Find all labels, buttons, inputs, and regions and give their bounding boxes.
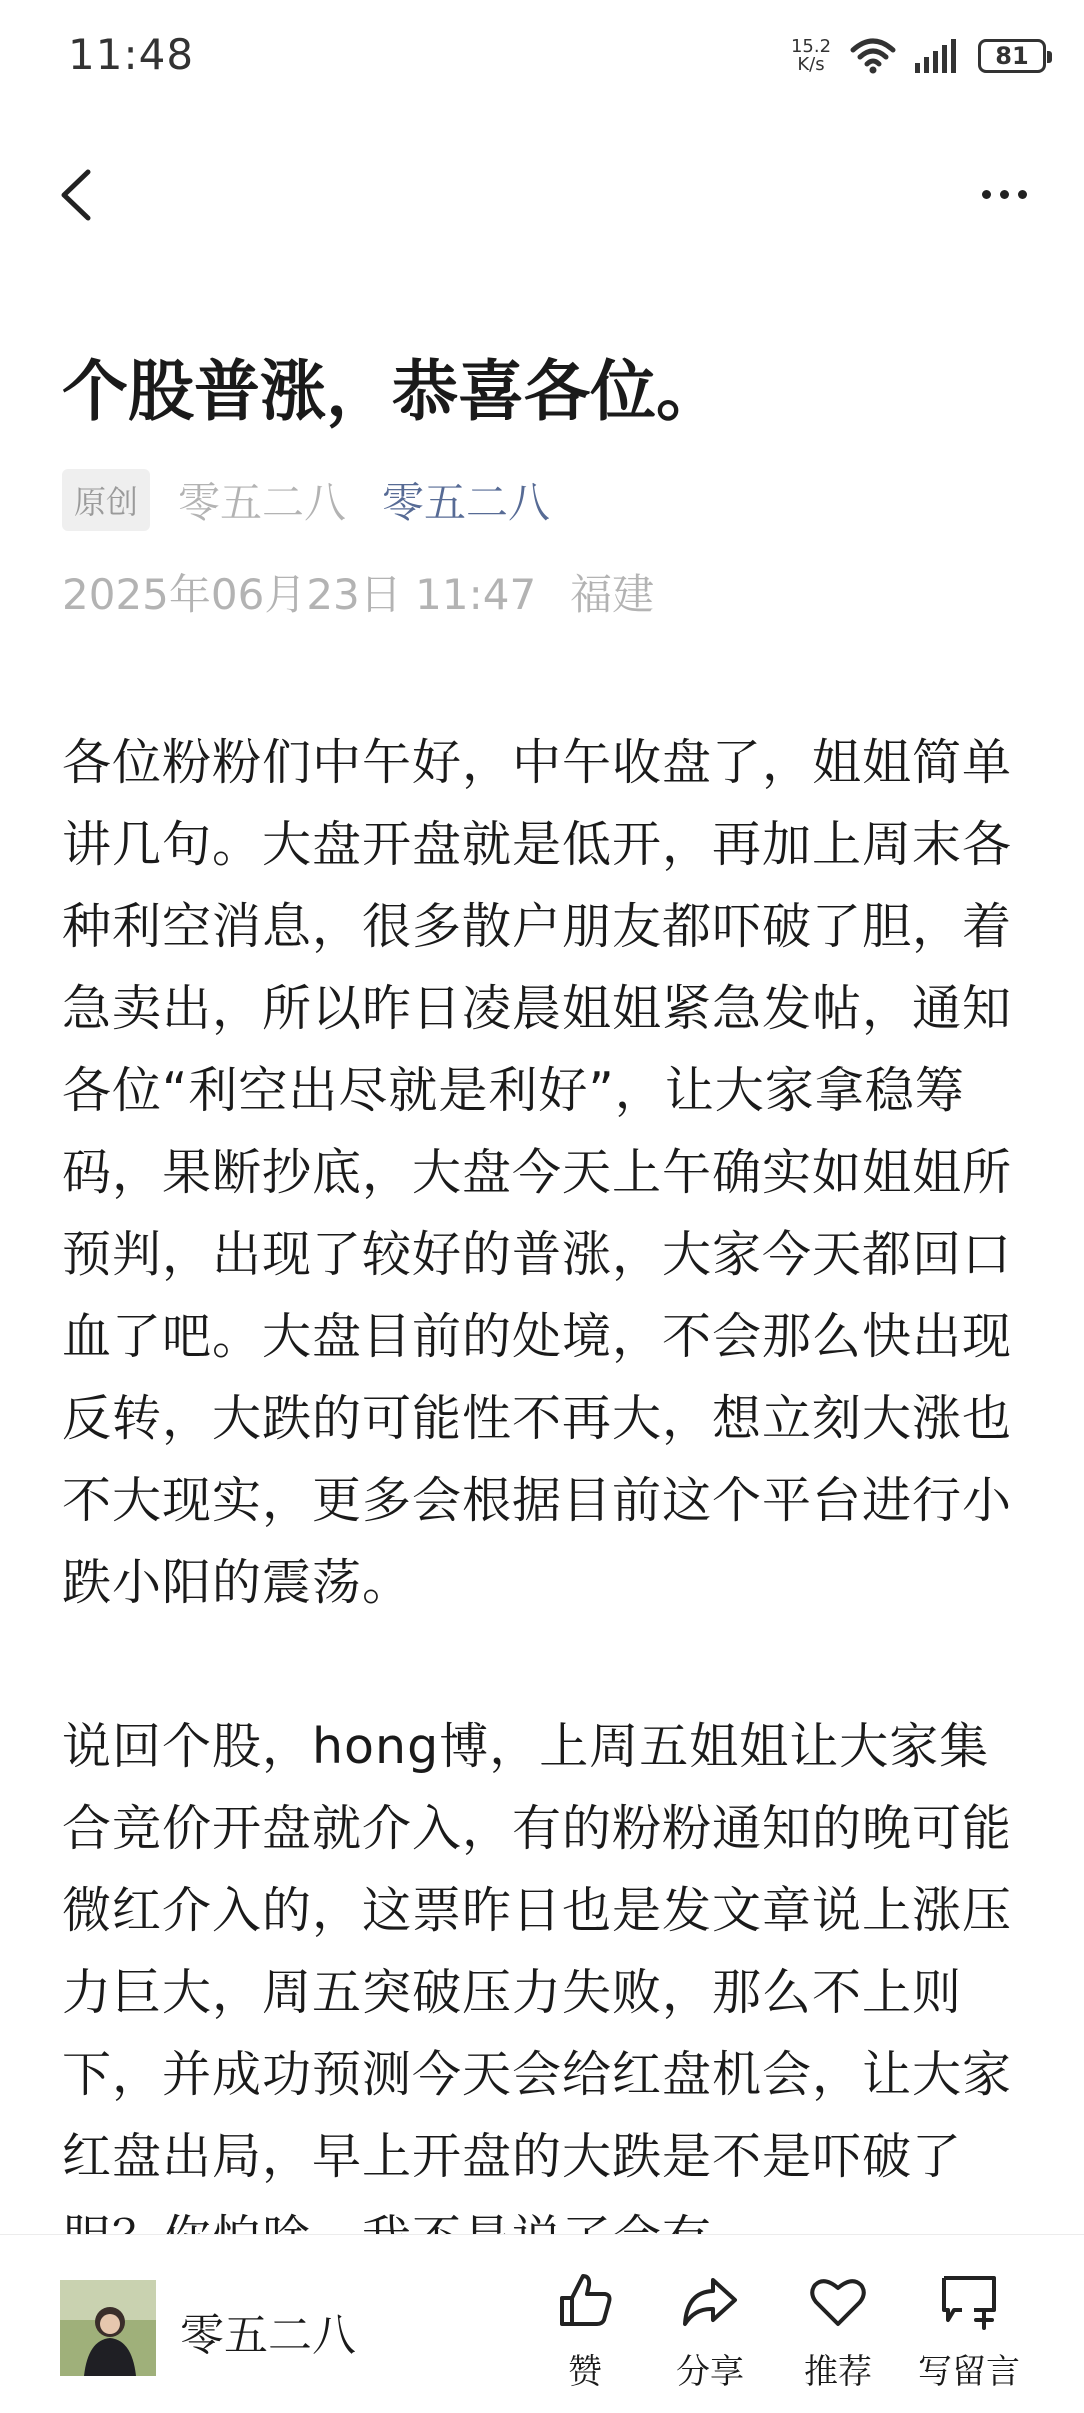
nav-bar — [0, 150, 1084, 240]
comment-icon — [938, 2270, 1000, 2332]
comment-label: 写留言 — [918, 2352, 1020, 2392]
article-meta — [62, 470, 550, 530]
share-icon — [679, 2270, 741, 2332]
original-badge: 原创 — [62, 469, 150, 531]
share-button[interactable] — [676, 2270, 744, 2393]
author-name: 零五二八 — [178, 478, 347, 527]
network-speed — [790, 38, 832, 74]
article-body — [62, 722, 1032, 2234]
more-options-button[interactable] — [964, 164, 1044, 224]
paragraph: 说回个股，hong博，上周五姐姐让大家集合竞价开盘就介入，有的粉粉通知的晚可能微红介入的，这票昨日也是发文章说上涨压力巨大，周五突破压力失败，那么不上则下，并成功预测今天会给红盘机会，让大家红盘出局，早上开盘的大跌是不是吓破了 — [62, 1718, 1013, 2185]
like-button[interactable] — [554, 2270, 616, 2393]
heart-icon — [807, 2270, 869, 2332]
battery-level: 81 — [995, 42, 1029, 70]
network-speed-value: 15.2 — [790, 36, 832, 57]
account-link[interactable]: 零五二八 — [382, 478, 551, 527]
status-icons — [790, 32, 1046, 80]
status-bar — [0, 0, 1084, 110]
publish-date: 2025年06月23日 11:47 — [62, 570, 537, 619]
recommend-label: 推荐 — [804, 2352, 872, 2392]
paragraph: 各位粉粉们中午好，中午收盘了，姐姐简单讲几句。大盘开盘就是低开，再加上周末各种利空消息，很多散户朋友都吓破了胆，着急卖出，所以昨日凌晨姐姐紧急发帖，通知各位“利空出尽就是利好”，让大家拿稳筹码，果断抄底，大盘今天上午确实如姐姐所预判，出现了较好的普涨，大家今天都回口血了吧。大盘目前的处境，不会那么快出现反转，大跌的可能性不再大，想立刻大涨也不大现实，更多会根据目前这个平台进行小跌小阳的震荡。 — [62, 734, 1013, 1611]
back-button[interactable] — [50, 164, 110, 224]
like-label: 赞 — [568, 2352, 602, 2392]
more-dots-icon — [982, 190, 991, 199]
signal-icon — [914, 39, 960, 73]
chevron-left-icon — [50, 164, 110, 224]
write-comment-button[interactable] — [918, 2270, 1020, 2393]
footer-author-name[interactable]: 零五二八 — [180, 2310, 356, 2361]
battery-icon — [978, 39, 1046, 73]
recommend-button[interactable] — [804, 2270, 872, 2393]
publish-info — [62, 562, 654, 622]
status-time: 11:48 — [68, 30, 195, 79]
avatar[interactable] — [60, 2280, 156, 2376]
bottom-action-bar — [0, 2234, 1084, 2413]
article-title: 个股普涨，恭喜各位。 — [62, 353, 722, 430]
thumbs-up-icon — [554, 2270, 616, 2332]
publish-location: 福建 — [570, 570, 655, 619]
avatar-image — [60, 2280, 156, 2376]
wifi-icon — [850, 38, 896, 74]
share-label: 分享 — [676, 2352, 744, 2392]
network-speed-unit: K/s — [797, 54, 825, 75]
